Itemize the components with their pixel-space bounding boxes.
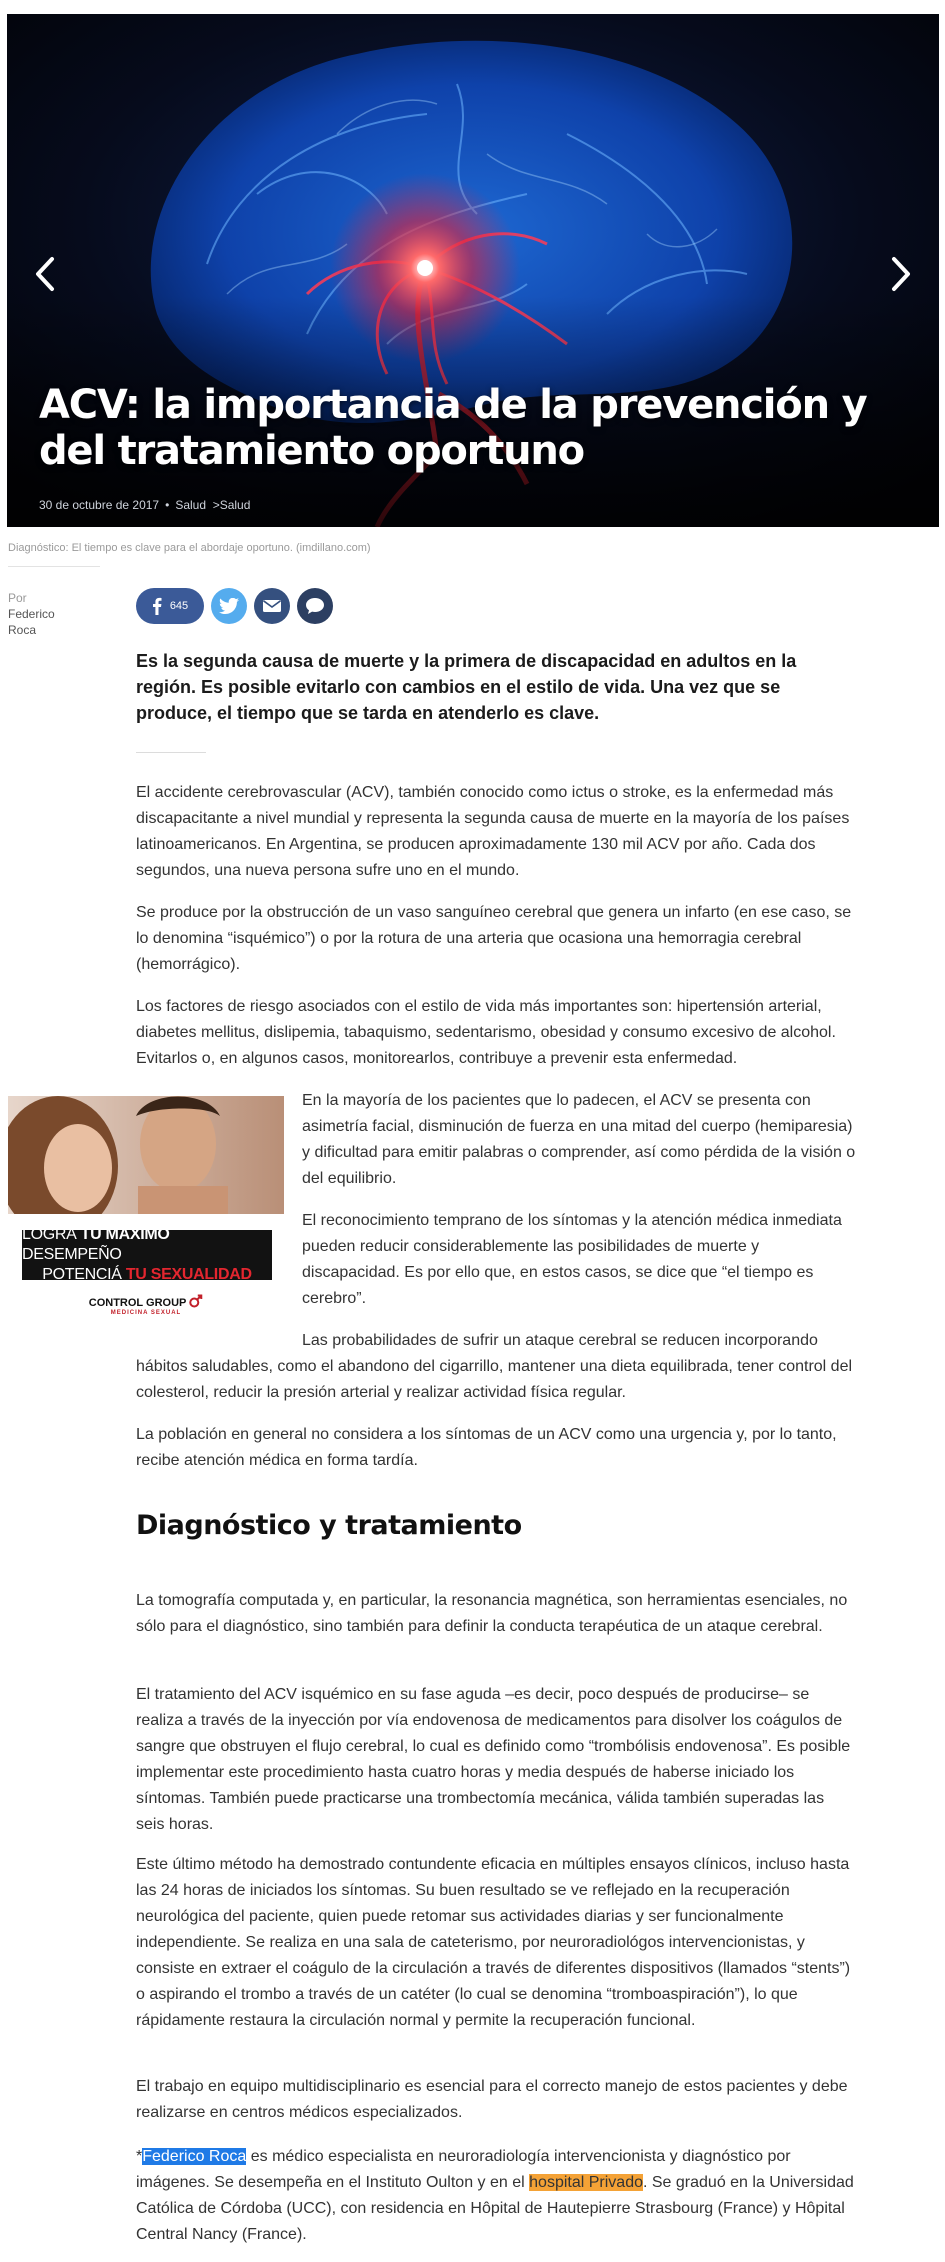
ad-couple-photo <box>8 1096 284 1214</box>
article-paragraph-2: Se produce por la obstrucción de un vaso sanguíneo cerebral que genera un infarto (en ese caso, se lo denomina “isquémico”) o por la rotura de una arteria que ocasiona una hemorragia cerebral (hemorrágico). <box>136 904 852 973</box>
author-first-name[interactable]: Federico <box>8 607 55 621</box>
male-symbol-icon <box>189 1294 203 1308</box>
chevron-left-icon <box>34 256 56 292</box>
article-paragraph-1: El accidente cerebrovascular (ACV), también conocido como ictus o stroke, es la enfermedad más discapacitante a nivel mundial y representa la segunda causa de muerte en la mayoría de los países latinoamericanos. En Argentina, se producen aproximadamente 130 mil ACV por año. Cada dos segundos, una nueva persona sufre uno en el mundo. <box>136 784 850 879</box>
author-bio: *Federico Roca es médico especialista en neuroradiología intervencionista y diagnóstico por imágenes. Se desempeña en el Instituto Oulton y en el hospital Privado. Se graduó en la Universidad Católica de Córdoba (UCC), con residencia en Hôpital de Hautepierre Strasbourg (France) y Hôpital Central Nancy (France). <box>136 2148 854 2243</box>
article-paragraph-9: El tratamiento del ACV isquémico en su fase aguda –es decir, poco después de producirse– se realiza a través de la inyección por vía endovenosa de medicamentos para disolver los coágulos de sangre que obstruyen el flujo cerebral, lo cual es definido como “trombólisis endovenosa”. Es posible implementar este procedimiento hasta cuatro horas y media después de haberse iniciado los síntomas. También puede practicarse una trombectomía mecánica, válida también superadas las seis horas. <box>136 1686 851 1833</box>
facebook-icon <box>152 597 162 615</box>
meta-separator: • <box>165 498 170 512</box>
article-paragraph-11: El trabajo en equipo multidisciplinario es esencial para el correcto manejo de estos pacientes y debe realizarse en centros médicos especializados. <box>136 2078 848 2121</box>
author-last-name[interactable]: Roca <box>8 623 37 637</box>
email-share-button[interactable] <box>254 588 290 624</box>
subsection-link[interactable]: >Salud <box>212 498 251 512</box>
facebook-share-button[interactable] <box>136 588 204 624</box>
slider-prev-button[interactable] <box>25 241 65 307</box>
article-title: ACV: la importancia de la prevención y del tratamiento oportuno <box>39 382 867 474</box>
article-paragraph-6-end: hábitos saludables, como el abandono del cigarrillo, mantener una dieta equilibrada, tener control del colesterol, reducir la presión arterial y realizar actividad física regular. <box>136 1358 853 1401</box>
article-meta <box>39 498 250 512</box>
advertisement-banner[interactable] <box>8 1096 284 1324</box>
author-block <box>8 590 55 638</box>
section-link[interactable]: Salud <box>175 498 207 512</box>
article-paragraph-6-start: Las probabilidades de sufrir un ataque cerebral se reducen incorporando <box>302 1332 818 1349</box>
author-name-link[interactable]: Federico Roca <box>142 2148 247 2165</box>
hero-slider <box>7 14 939 527</box>
article-paragraph-5: El reconocimiento temprano de los síntomas y la atención médica inmediata pueden reducir considerablemente las posibilidades de muerte y discapacidad. Es por ello que, en estos casos, se dice que “el tiempo es cerebro”. <box>302 1212 842 1307</box>
share-bar <box>136 588 333 624</box>
section-heading: Diagnóstico y tratamiento <box>136 1510 522 1541</box>
caption-divider <box>8 566 100 567</box>
article-paragraph-8: La tomografía computada y, en particular, la resonancia magnética, son herramientas esenciales, no sólo para el diagnóstico, sino también para definir la conducta terapéutica de un ataque cerebral. <box>136 1592 848 1635</box>
lead-divider <box>136 752 206 753</box>
ad-slogan: LOGRÁ TU MÁXIMO DESEMPEÑO POTENCIÁ TU SEXUALIDAD <box>22 1230 272 1280</box>
image-caption: Diagnóstico: El tiempo es clave para el abordaje oportuno. (imdillano.com) <box>8 542 371 554</box>
article-paragraph-3: Los factores de riesgo asociados con el estilo de vida más importantes son: hipertensión arterial, diabetes mellitus, dislipemia, tabaquismo, sedentarismo, obesidad y consumo excesivo de alcohol. Evitarlos o, en algunos casos, monitorearlos, contribuye a prevenir esta enfermedad. <box>136 998 836 1067</box>
facebook-share-count: 645 <box>169 600 189 612</box>
article-lead: Es la segunda causa de muerte y la primera de discapacidad en adultos en la región. Es posible evitarlo con cambios en el estilo de vida. Una vez que se produce, el tiempo que se tarda en atenderlo es clave. <box>136 651 797 723</box>
mail-icon <box>262 599 282 613</box>
hospital-link[interactable]: hospital Privado <box>529 2174 643 2191</box>
twitter-icon <box>219 598 239 614</box>
article-paragraph-4: En la mayoría de los pacientes que lo padecen, el ACV se presenta con asimetría facial, disminución de fuerza en una mitad del cuerpo (hemiparesia) y dificultad para emitir palabras o comprender, así como pérdida de la visión o del equilibrio. <box>302 1092 856 1187</box>
slider-next-button[interactable] <box>881 241 921 307</box>
comment-button[interactable] <box>297 588 333 624</box>
comment-icon <box>305 597 325 615</box>
article-date: 30 de octubre de 2017 <box>39 498 160 512</box>
ad-brand-logo: CONTROL GROUP MEDICINA SEXUAL <box>89 1294 203 1316</box>
article-paragraph-10: Este último método ha demostrado contundente eficacia en múltiples ensayos clínicos, incluso hasta las 24 horas de iniciados los síntomas. Su buen resultado se ve reflejado en la recuperación neurológica del paciente, quien puede retomar sus actividades diarias y ser funcionalmente independiente. Se realiza en una sala de cateterismo, por neuroradiológos intervencionistas, y consiste en extraer el coágulo de la circulación a través de diferentes dispositivos (llamados “stents”) o aspirando el trombo a través de un catéter (lo cual se denomina “tromboaspiración”), lo que rápidamente restaura la circulación normal y permite la recuperación funcional. <box>136 1856 851 2029</box>
author-prefix: Por <box>8 591 27 605</box>
twitter-share-button[interactable] <box>211 588 247 624</box>
chevron-right-icon <box>890 256 912 292</box>
article-paragraph-7: La población en general no considera a los síntomas de un ACV como una urgencia y, por lo tanto, recibe atención médica en forma tardía. <box>136 1426 837 1469</box>
